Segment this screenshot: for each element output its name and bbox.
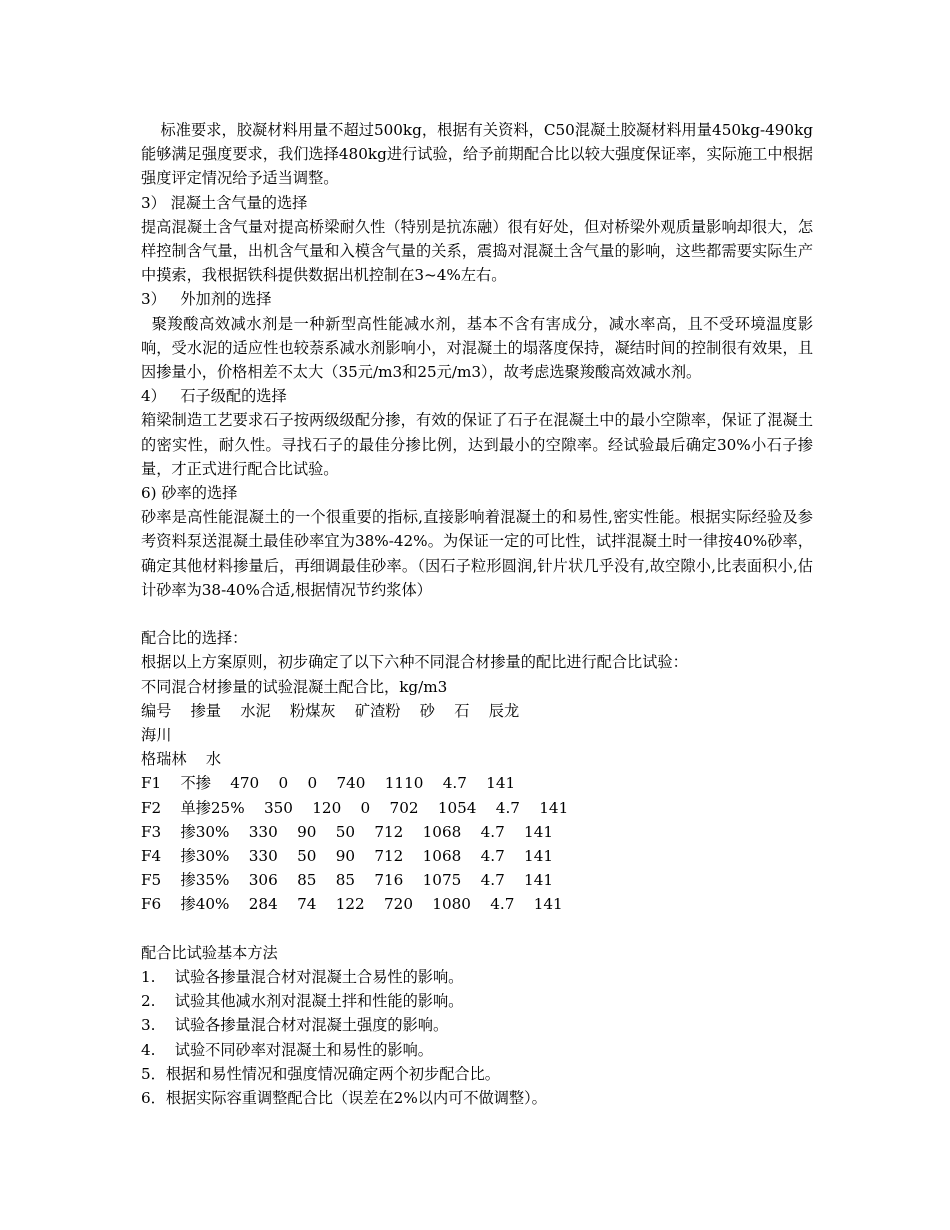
mix-table-row: F5 掺35% 306 85 85 716 1075 4.7 141 xyxy=(141,871,554,890)
spacer xyxy=(141,917,813,941)
test-method-heading: 配合比试验基本方法 xyxy=(141,943,278,962)
mix-table-title: 不同混合材掺量的试验混凝土配合比，kg/m3 xyxy=(141,677,448,696)
mix-table-row: F4 掺30% 330 50 90 712 1068 4.7 141 xyxy=(141,847,554,866)
mix-table-row: F2 单掺25% 350 120 0 702 1054 4.7 141 xyxy=(141,798,569,817)
admixture-heading: 3） 外加剂的选择 xyxy=(141,290,272,309)
mix-table-header-line: 海川 xyxy=(141,726,172,745)
mix-selection-heading: 配合比的选择： xyxy=(141,629,248,648)
spacer xyxy=(141,602,813,626)
stone-grading-paragraph: 箱梁制造工艺要求石子按两级级配分掺，有效的保证了石子在混凝土中的最小空隙率，保证了混凝土的密实性，耐久性。寻找石子的最佳分掺比例，达到最小的空隙率。经试验最后确定30%小石子掺量，才正式进行配合比试验。 xyxy=(141,411,813,478)
list-item: 1. 试验各掺量混合材对混凝土合易性的影响。 xyxy=(141,968,464,987)
list-item: 5．根据和易性情况和强度情况确定两个初步配合比。 xyxy=(141,1064,500,1083)
air-content-paragraph: 提高混凝土含气量对提高桥梁耐久性（特别是抗冻融）很有好处，但对桥梁外观质量影响却很大，怎样控制含气量，出机含气量和入模含气量的关系，震捣对混凝土含气量的影响，这些都需要实际生产中摸索，我根据铁科提供数据出机控制在3~4%左右。 xyxy=(141,217,813,285)
document-page xyxy=(141,118,813,1110)
air-content-heading: 3） 混凝土含气量的选择 xyxy=(141,193,308,212)
mix-selection-intro: 根据以上方案原则，初步确定了以下六种不同混合材掺量的配比进行配合比试验： xyxy=(141,653,688,672)
mix-table-row: F6 掺40% 284 74 122 720 1080 4.7 141 xyxy=(141,895,563,914)
sand-ratio-paragraph: 砂率是高性能混凝土的一个很重要的指标,直接影响着混凝土的和易性,密实性能。根据实际经验及参考资料泵送混凝土最佳砂率宜为38%-42%。为保证一定的可比性，试拌混凝土时一律按40%砂率，确定其他材料掺量后，再细调最佳砂率。（因石子粒形圆润,针片状几乎没有,故空隙小,比表面积小,估计砂率为38-40%合适,根据情况节约浆体） xyxy=(141,508,813,599)
mix-table xyxy=(141,699,813,917)
stone-grading-heading: 4） 石子级配的选择 xyxy=(141,387,287,406)
mix-table-row: F1 不掺 470 0 0 740 1110 4.7 141 xyxy=(141,774,516,793)
mix-table-row: F3 掺30% 330 90 50 712 1068 4.7 141 xyxy=(141,822,554,841)
list-item: 2. 试验其他减水剂对混凝土拌和性能的影响。 xyxy=(141,992,464,1011)
mix-table-header-line: 编号 掺量 水泥 粉煤灰 矿渣粉 砂 石 辰龙 xyxy=(141,701,520,720)
list-item: 6．根据实际容重调整配合比（误差在2%以内可不做调整）。 xyxy=(141,1089,547,1108)
sand-ratio-heading: 6) 砂率的选择 xyxy=(141,484,238,503)
test-method-list xyxy=(141,965,813,1110)
binder-paragraph: 标准要求，胶凝材料用量不超过500kg，根据有关资料，C50混凝土胶凝材料用量450kg-490kg能够满足强度要求，我们选择480kg进行试验，给予前期配合比以较大强度保证率，实际施工中根据强度评定情况给予适当调整。 xyxy=(141,121,814,188)
admixture-paragraph: 聚羧酸高效减水剂是一种新型高性能减水剂，基本不含有害成分，减水率高，且不受环境温度影响，受水泥的适应性也较萘系减水剂影响小，对混凝土的塌落度保持，凝结时间的控制很有效果，且因掺量小，价格相差不太大（35元/m3和25元/m3），故考虑选聚羧酸高效减水剂。 xyxy=(141,314,814,382)
list-item: 4. 试验不同砂率对混凝土和易性的影响。 xyxy=(141,1040,433,1059)
list-item: 3. 试验各掺量混合材对混凝土强度的影响。 xyxy=(141,1016,449,1035)
mix-table-header-line: 格瑞林 水 xyxy=(141,750,222,769)
